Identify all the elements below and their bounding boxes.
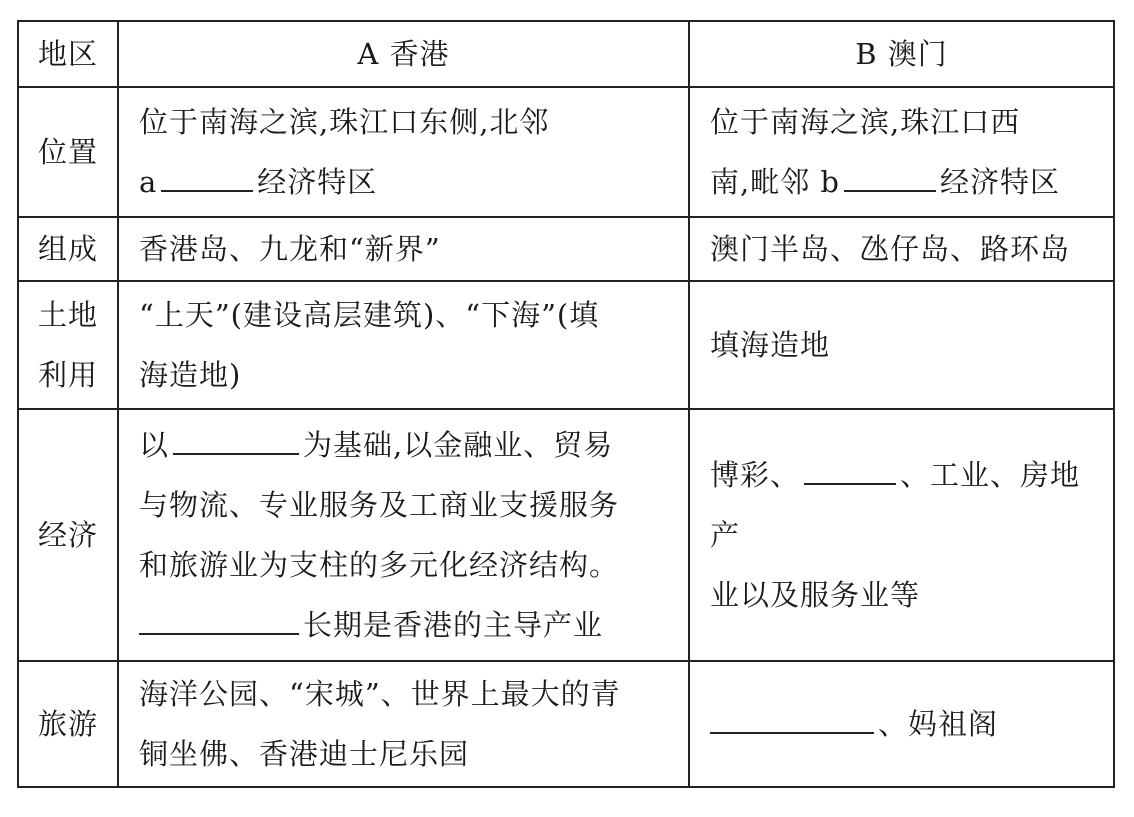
macau-economy-line1-rest: 、工业、房地产 (710, 458, 1081, 552)
hk-land-use-line2: 海造地) (139, 358, 242, 392)
macau-economy-line2: 业以及服务业等 (710, 578, 921, 612)
row-label-composition: 组成 (18, 217, 118, 281)
comparison-table (17, 20, 1115, 788)
blank-b (844, 166, 936, 192)
cell-hk-economy (118, 409, 689, 661)
table-row-economy (18, 409, 1114, 661)
macau-tourism-line (710, 694, 1105, 754)
cell-hk-position (118, 87, 689, 217)
cell-hk-land-use (118, 281, 689, 409)
hk-economy-line1 (139, 415, 680, 475)
macau-position-b: 南,毗邻 b (710, 165, 841, 199)
header-row (18, 21, 1114, 87)
hk-position-suffix: 经济特区 (257, 165, 378, 199)
row-label-position: 位置 (18, 87, 118, 217)
hk-position-line1: 位于南海之滨,珠江口东侧,北邻 (139, 105, 550, 139)
land-use-label-line1: 土地 (37, 298, 98, 332)
hk-land-use-line1: “上天”(建设高层建筑)、“下海”(填 (139, 298, 600, 332)
header-hong-kong: A 香港 (118, 21, 689, 87)
header-region: 地区 (18, 21, 118, 87)
header-macau: B 澳门 (689, 21, 1114, 87)
table-row-land-use (18, 281, 1114, 409)
cell-macau-economy (689, 409, 1114, 661)
hk-tourism-line2: 铜坐佛、香港迪士尼乐园 (139, 737, 470, 771)
blank-economy-leading (139, 609, 299, 635)
land-use-label-line2: 利用 (37, 358, 98, 392)
table-row-tourism (18, 661, 1114, 787)
hk-economy-line3: 和旅游业为支柱的多元化经济结构。 (139, 548, 620, 582)
cell-macau-composition: 澳门半岛、氹仔岛、路环岛 (689, 217, 1114, 281)
row-label-tourism: 旅游 (18, 661, 118, 787)
macau-economy-line1 (710, 445, 1105, 565)
hk-economy-prefix: 以 (139, 428, 170, 462)
cell-macau-position (689, 87, 1114, 217)
blank-a (161, 166, 253, 192)
hk-economy-line1-rest: 为基础,以金融业、贸易 (303, 428, 614, 462)
blank-economy-base (173, 429, 299, 455)
hk-economy-line2: 与物流、专业服务及工商业支援服务 (139, 488, 620, 522)
table-row-composition (18, 217, 1114, 281)
cell-hk-tourism (118, 661, 689, 787)
macau-economy-prefix: 博彩、 (710, 458, 801, 492)
table-row-position (18, 87, 1114, 217)
hk-economy-line4 (139, 595, 680, 655)
row-label-land-use (18, 281, 118, 409)
cell-hk-composition: 香港岛、九龙和“新界” (118, 217, 689, 281)
cell-macau-tourism (689, 661, 1114, 787)
blank-macau-tourism (710, 708, 874, 734)
macau-position-line1: 位于南海之滨,珠江口西 (710, 105, 1021, 139)
macau-position-suffix: 经济特区 (940, 165, 1061, 199)
row-label-economy: 经济 (18, 409, 118, 661)
hk-economy-line4-rest: 长期是香港的主导产业 (303, 608, 604, 642)
cell-macau-land-use: 填海造地 (689, 281, 1114, 409)
hk-position-a: a (139, 165, 158, 199)
hk-position-line2 (139, 152, 680, 212)
macau-position-line2 (710, 152, 1105, 212)
macau-tourism-rest: 、妈祖阁 (878, 707, 999, 741)
blank-macau-economy (804, 459, 896, 485)
hk-tourism-line1: 海洋公园、“宋城”、世界上最大的青 (139, 677, 621, 711)
